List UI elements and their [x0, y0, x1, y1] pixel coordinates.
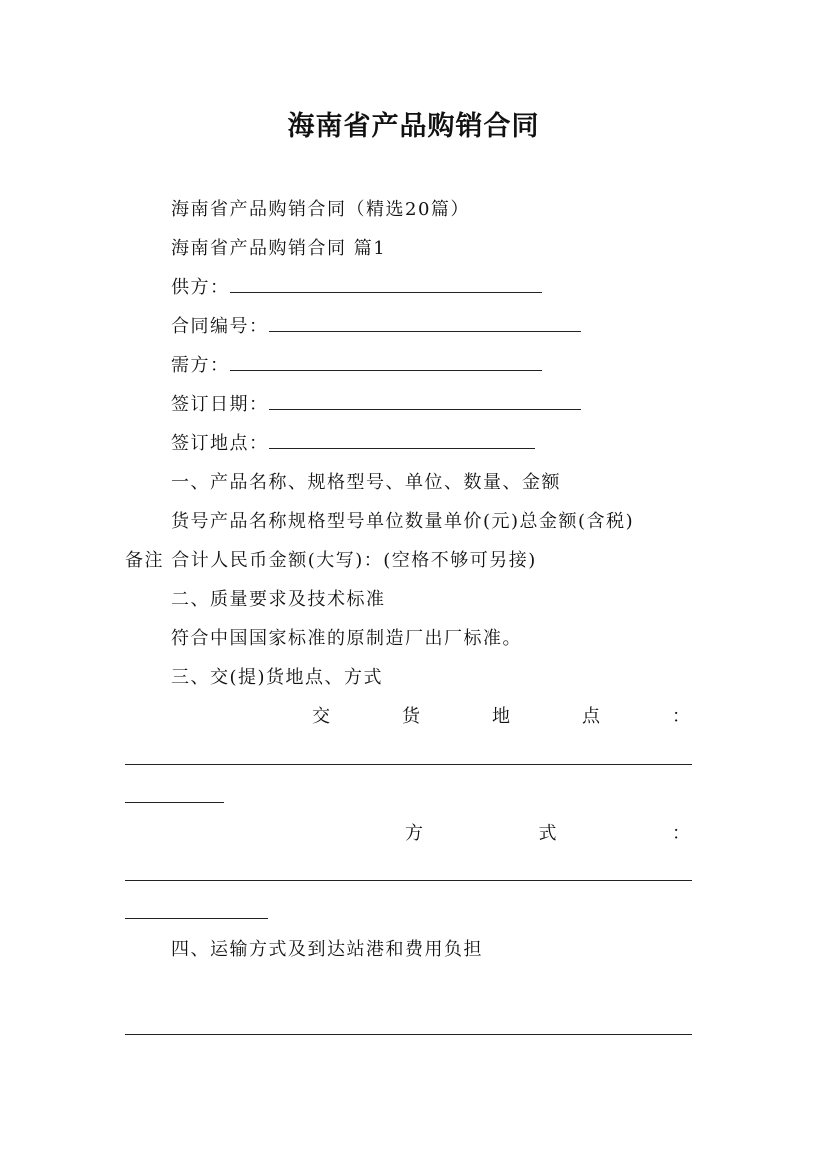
delivery-method-line [405, 822, 690, 846]
delivery-method-blank-1 [125, 880, 692, 881]
delivery-char: 货 [402, 706, 420, 727]
sign-place-label: 签订地点： [171, 433, 269, 454]
supplier-blank [230, 276, 542, 293]
contract-no-field [171, 315, 581, 339]
sign-date-field [171, 393, 581, 417]
sign-date-blank [269, 393, 581, 410]
delivery-char: 点 [582, 706, 600, 727]
document-title: 海南省产品购销合同 [287, 111, 540, 142]
delivery-place-blank-2 [125, 802, 224, 803]
section-1-row1: 货号产品名称规格型号单位数量单价(元)总金额(含税) [171, 511, 635, 532]
contract-no-blank [269, 315, 581, 332]
delivery-method-blank-2 [125, 918, 268, 919]
section-4-blank [125, 1034, 692, 1035]
buyer-blank [230, 354, 542, 371]
delivery-char: 地 [492, 706, 510, 727]
section-2-text: 符合中国国家标准的原制造厂出厂标准。 [171, 628, 522, 649]
sign-date-label: 签订日期： [171, 394, 269, 415]
supplier-label: 供方： [171, 277, 230, 298]
section-1-heading: 一、产品名称、规格型号、单位、数量、金额 [171, 472, 561, 493]
contract-no-label: 合同编号： [171, 316, 269, 337]
buyer-label: 需方： [171, 355, 230, 376]
method-char: 方 [405, 823, 423, 844]
intro-line: 海南省产品购销合同（精选20篇） [171, 199, 470, 220]
method-char: 式 [538, 823, 557, 844]
delivery-char: 交 [312, 706, 330, 727]
supplier-field [171, 276, 542, 300]
section-4-heading: 四、运输方式及到达站港和费用负担 [171, 939, 483, 960]
delivery-char: ： [672, 706, 690, 727]
delivery-place-blank-1 [125, 764, 692, 765]
delivery-place-line [312, 705, 690, 729]
sign-place-blank [269, 432, 535, 449]
section-2-heading: 二、质量要求及技术标准 [171, 589, 386, 610]
method-char: ： [672, 823, 690, 844]
section-1-row2: 备注 合计人民币金额(大写)：(空格不够可另接) [125, 550, 537, 571]
buyer-field [171, 354, 542, 378]
section-title: 海南省产品购销合同 篇1 [171, 238, 387, 259]
sign-place-field [171, 432, 535, 456]
section-3-heading: 三、交(提)货地点、方式 [171, 667, 384, 688]
